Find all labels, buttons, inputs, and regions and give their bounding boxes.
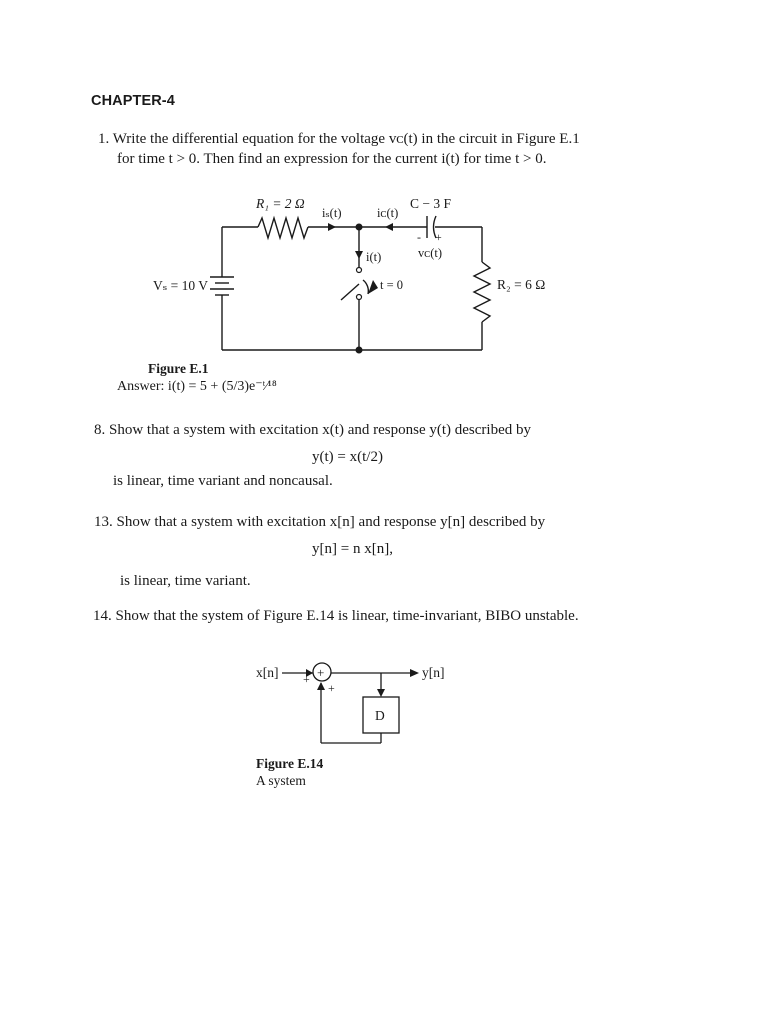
resistor-r1 [258,218,308,238]
arrow-i [355,251,363,259]
arrow-to-delay [377,689,385,697]
label-c: C − 3 F [410,196,452,211]
label-ic: iᴄ(t) [377,206,399,220]
label-plus-top: + [303,672,310,686]
arrow-ic [385,223,393,231]
q1-line1: 1. Write the differential equation for the voltage vᴄ(t) in the circuit in Figure E.1 [98,131,580,147]
label-r1: R₁ = 2 Ω [256,196,305,211]
arrow-output [410,669,419,677]
figure-e14-subcaption: A system [256,773,306,788]
q1-answer: Answer: i(t) = 5 + (5/3)e⁻ᵗ⁄¹⁸ [117,379,277,394]
q13-line2: is linear, time variant. [120,573,251,589]
label-is: iₛ(t) [322,206,342,220]
label-vc: vᴄ(t) [418,246,443,260]
adder-symbol: + [317,665,325,680]
label-i: i(t) [366,250,382,264]
q1-line2: for time t > 0. Then find an expression for the current i(t) for time t > 0. [117,151,547,167]
figure-e1-caption: Figure E.1 [148,361,209,376]
label-plus-bottom: + [328,681,335,695]
node-bottom [356,347,363,354]
label-switch: t = 0 [380,278,404,292]
chapter-heading: CHAPTER-4 [91,93,175,109]
label-vs: Vₛ = 10 V [153,278,209,293]
q13-line1: 13. Show that a system with excitation x[n] and response y[n] described by [94,514,546,530]
figure-e14-caption: Figure E.14 [256,756,324,771]
q13-equation: y[n] = n x[n], [312,541,393,557]
label-r2: R₂ = 6 Ω [497,277,546,292]
label-output: y[n] [422,665,445,680]
circuit-diagram [0,0,768,400]
q8-line1: 8. Show that a system with excitation x(t) and response y(t) described by [94,422,531,438]
node-top [356,224,363,231]
block-diagram [0,640,768,760]
resistor-r2 [474,262,490,322]
label-input: x[n] [256,665,279,680]
delay-label: D [375,708,385,723]
q14-line1: 14. Show that the system of Figure E.14 is linear, time-invariant, BIBO unstable. [93,608,579,624]
q8-equation: y(t) = x(t/2) [312,449,383,465]
q8-line2: is linear, time variant and noncausal. [113,473,333,489]
label-cap-minus: - [417,230,421,244]
label-cap-plus: + [435,230,442,244]
arrow-feedback [317,682,325,690]
arrow-is [328,223,336,231]
